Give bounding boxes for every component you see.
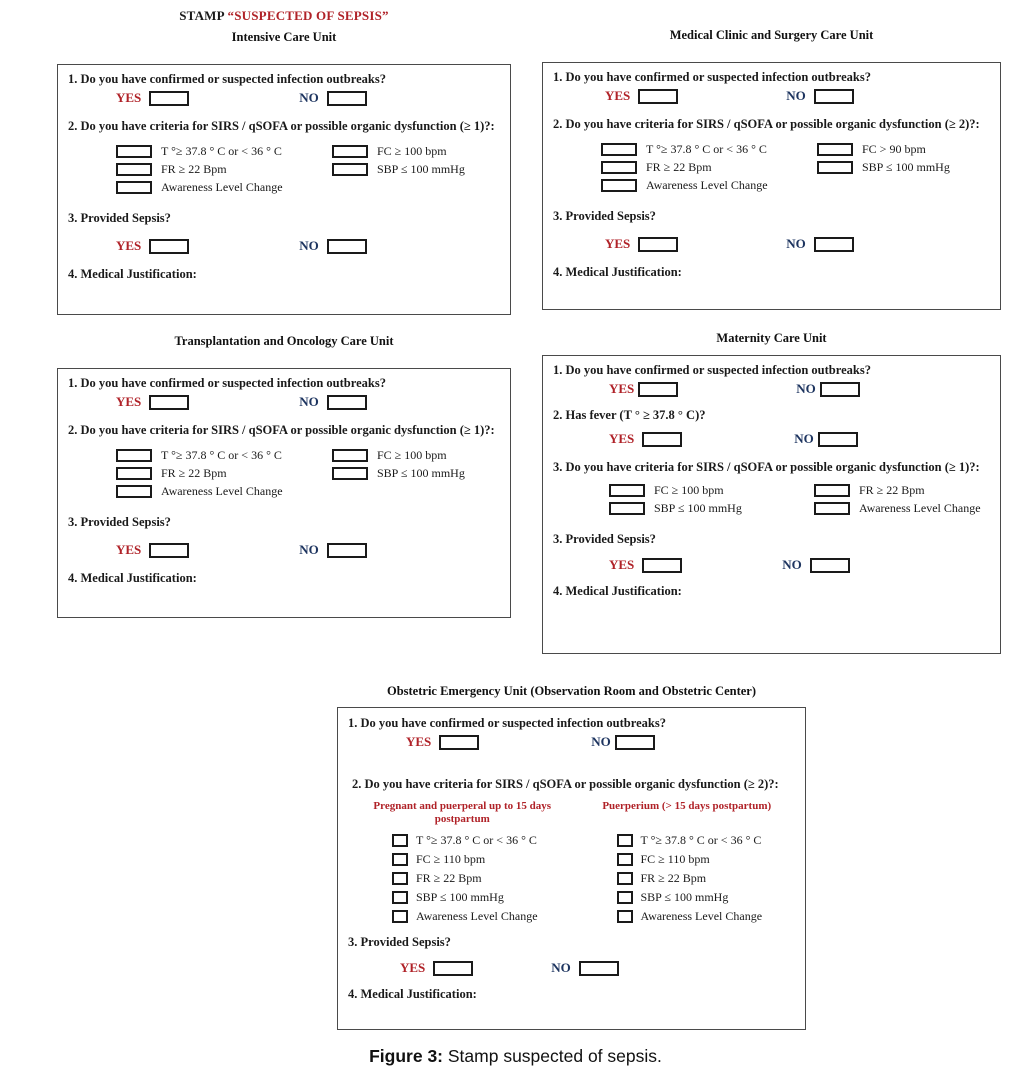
heart-rate-checkbox[interactable] (817, 143, 853, 156)
no-checkbox[interactable] (327, 239, 367, 254)
awareness-checkbox[interactable] (116, 181, 152, 194)
stamp-title: “SUSPECTED OF SEPSIS” (227, 8, 389, 23)
sbp-label: SBP ≤ 100 mmHg (377, 466, 465, 480)
yes-checkbox[interactable] (149, 543, 189, 558)
yes-label: YES (605, 88, 631, 103)
figure-caption-label: Figure 3: (369, 1046, 444, 1066)
q1-yes-no-row (68, 90, 500, 106)
question-1: 1. Do you have confirmed or suspected infection outbreaks? (68, 376, 386, 390)
criteria-grid (553, 483, 990, 519)
yes-checkbox[interactable] (439, 735, 479, 750)
temperature-checkbox[interactable] (617, 834, 633, 847)
respiratory-rate-checkbox[interactable] (617, 872, 633, 885)
yes-checkbox[interactable] (642, 558, 682, 573)
question-2: 2. Do you have criteria for SIRS / qSOFA or possible organic dysfunction (≥ 1)?: (68, 119, 495, 133)
no-checkbox[interactable] (820, 382, 860, 397)
awareness-label: Awareness Level Change (161, 484, 283, 498)
awareness-label: Awareness Level Change (859, 501, 981, 515)
sbp-checkbox[interactable] (392, 891, 408, 904)
no-checkbox[interactable] (814, 237, 854, 252)
temperature-checkbox[interactable] (392, 834, 408, 847)
criteria-grid (68, 144, 500, 198)
temperature-label: T °≥ 37.8 ° C or < 36 ° C (416, 833, 537, 848)
heart-rate-checkbox[interactable] (609, 484, 645, 497)
heart-rate-checkbox[interactable] (617, 853, 633, 866)
heart-rate-checkbox[interactable] (332, 449, 368, 462)
question-4: 4. Medical Justification: (553, 265, 682, 279)
sbp-label: SBP ≤ 100 mmHg (862, 160, 950, 174)
title-obstetric-emergency: Obstetric Emergency Unit (Observation Room and Obstetric Center) (386, 684, 757, 698)
question-2: 2. Do you have criteria for SIRS / qSOFA or possible organic dysfunction (≥ 1)?: (68, 423, 495, 437)
panel-medical-clinic (542, 62, 1001, 310)
no-checkbox[interactable] (615, 735, 655, 750)
heart-rate-checkbox[interactable] (392, 853, 408, 866)
question-4: 4. Medical Justification: (68, 571, 197, 585)
question-4: 4. Medical Justification: (348, 987, 477, 1002)
question-1: 1. Do you have confirmed or suspected infection outbreaks? (68, 72, 386, 86)
q3-yes-no-row (68, 542, 500, 558)
title-transplantation: Transplantation and Oncology Care Unit (174, 334, 394, 348)
question-2: 2. Do you have criteria for SIRS / qSOFA or possible organic dysfunction (≥ 2)?: (352, 777, 779, 791)
q2-yes-no-row (553, 431, 990, 447)
no-checkbox[interactable] (327, 395, 367, 410)
yes-label: YES (116, 394, 142, 409)
respiratory-rate-checkbox[interactable] (116, 467, 152, 480)
no-label: NO (786, 236, 806, 251)
temperature-checkbox[interactable] (116, 145, 152, 158)
yes-label: YES (116, 238, 142, 253)
respiratory-rate-label: FR ≥ 22 Bpm (859, 483, 925, 497)
respiratory-rate-checkbox[interactable] (116, 163, 152, 176)
stamp-heading (57, 8, 511, 24)
heart-rate-label: FC > 90 bpm (862, 142, 926, 156)
yes-checkbox[interactable] (149, 395, 189, 410)
yes-label: YES (609, 381, 635, 396)
temperature-checkbox[interactable] (601, 143, 637, 156)
question-1: 1. Do you have confirmed or suspected infection outbreaks? (553, 70, 871, 84)
question-3: 3. Provided Sepsis? (68, 515, 171, 529)
q3-yes-no-row (348, 960, 795, 976)
panel-maternity (542, 355, 1001, 654)
figure-caption-text: Stamp suspected of sepsis. (443, 1046, 662, 1066)
heart-rate-label: FC ≥ 100 bpm (654, 483, 724, 497)
awareness-checkbox[interactable] (601, 179, 637, 192)
yes-checkbox[interactable] (638, 382, 678, 397)
column-left-heading: Pregnant and puerperal up to 15 days postpartum (373, 800, 552, 826)
no-label: NO (591, 734, 611, 749)
title-intensive-care: Intensive Care Unit (231, 30, 337, 44)
yes-label: YES (609, 557, 635, 572)
yes-label: YES (400, 960, 426, 976)
no-checkbox[interactable] (579, 961, 619, 976)
respiratory-rate-label: FR ≥ 22 Bpm (646, 160, 712, 174)
no-label: NO (782, 557, 802, 572)
sbp-label: SBP ≤ 100 mmHg (640, 890, 729, 905)
respiratory-rate-label: FR ≥ 22 Bpm (161, 466, 227, 480)
question-1: 1. Do you have confirmed or suspected infection outbreaks? (348, 716, 666, 730)
column-puerperium (579, 800, 796, 928)
q3-yes-no-row (553, 557, 990, 573)
yes-checkbox[interactable] (433, 961, 473, 976)
question-1: 1. Do you have confirmed or suspected infection outbreaks? (553, 363, 871, 377)
column-right-heading: Puerperium (> 15 days postpartum) (602, 800, 772, 812)
yes-checkbox[interactable] (149, 239, 189, 254)
sbp-label: SBP ≤ 100 mmHg (416, 890, 504, 905)
title-medical-clinic: Medical Clinic and Surgery Care Unit (669, 28, 874, 42)
sbp-checkbox[interactable] (332, 467, 368, 480)
sbp-checkbox[interactable] (817, 161, 853, 174)
no-label: NO (299, 90, 319, 105)
awareness-label: Awareness Level Change (646, 178, 768, 192)
respiratory-rate-checkbox[interactable] (814, 484, 850, 497)
awareness-checkbox[interactable] (814, 502, 850, 515)
yes-label: YES (609, 431, 635, 446)
heart-rate-label: FC ≥ 110 bpm (640, 852, 710, 867)
question-4: 4. Medical Justification: (553, 584, 682, 598)
heart-rate-label: FC ≥ 110 bpm (416, 852, 486, 867)
no-checkbox[interactable] (818, 432, 858, 447)
panel-obstetric-emergency (337, 707, 806, 1030)
question-2: 2. Do you have criteria for SIRS / qSOFA or possible organic dysfunction (≥ 2)?: (553, 117, 980, 131)
yes-checkbox[interactable] (638, 237, 678, 252)
no-label: NO (796, 381, 816, 396)
heart-rate-label: FC ≥ 100 bpm (377, 448, 447, 462)
q1-yes-no-row (553, 381, 990, 397)
yes-label: YES (116, 542, 142, 557)
awareness-checkbox[interactable] (116, 485, 152, 498)
panel-intensive-care (57, 64, 511, 315)
yes-label: YES (406, 734, 432, 749)
temperature-checkbox[interactable] (116, 449, 152, 462)
question-3-provided: 3. Provided Sepsis? (553, 532, 656, 546)
yes-label: YES (116, 90, 142, 105)
yes-checkbox[interactable] (149, 91, 189, 106)
respiratory-rate-checkbox[interactable] (392, 872, 408, 885)
sbp-checkbox[interactable] (617, 891, 633, 904)
yes-checkbox[interactable] (642, 432, 682, 447)
respiratory-rate-checkbox[interactable] (601, 161, 637, 174)
sbp-checkbox[interactable] (609, 502, 645, 515)
q1-yes-no-row (68, 394, 500, 410)
no-label: NO (794, 431, 814, 446)
sbp-label: SBP ≤ 100 mmHg (377, 162, 465, 176)
no-checkbox[interactable] (327, 91, 367, 106)
temperature-label: T °≥ 37.8 ° C or < 36 ° C (646, 142, 767, 156)
temperature-label: T °≥ 37.8 ° C or < 36 ° C (161, 144, 282, 158)
heart-rate-label: FC ≥ 100 bpm (377, 144, 447, 158)
question-3: 3. Provided Sepsis? (553, 209, 656, 223)
criteria-grid (68, 448, 500, 502)
no-label: NO (299, 394, 319, 409)
figure-caption (0, 1046, 1031, 1067)
column-pregnant-puerperal (354, 800, 571, 928)
q3-yes-no-row (553, 236, 990, 252)
temperature-label: T °≥ 37.8 ° C or < 36 ° C (161, 448, 282, 462)
no-label: NO (299, 238, 319, 253)
yes-checkbox[interactable] (638, 89, 678, 104)
temperature-label: T °≥ 37.8 ° C or < 36 ° C (640, 833, 762, 848)
no-label: NO (786, 88, 806, 103)
heart-rate-checkbox[interactable] (332, 145, 368, 158)
question-2-fever: 2. Has fever (T ° ≥ 37.8 ° C)? (553, 408, 706, 422)
sbp-checkbox[interactable] (332, 163, 368, 176)
question-3-criteria: 3. Do you have criteria for SIRS / qSOFA or possible organic dysfunction (≥ 1)?: (553, 460, 980, 474)
awareness-label: Awareness Level Change (640, 909, 763, 924)
sbp-label: SBP ≤ 100 mmHg (654, 501, 742, 515)
yes-label: YES (605, 236, 631, 251)
respiratory-rate-label: FR ≥ 22 Bpm (161, 162, 227, 176)
question-3: 3. Provided Sepsis? (348, 935, 451, 950)
criteria-grid (553, 142, 990, 196)
stamp-prefix: STAMP (179, 8, 228, 23)
awareness-checkbox[interactable] (617, 910, 633, 923)
awareness-checkbox[interactable] (392, 910, 408, 923)
respiratory-rate-label: FR ≥ 22 Bpm (640, 871, 707, 886)
no-label: NO (551, 960, 571, 976)
q1-yes-no-row (553, 88, 990, 104)
q3-yes-no-row (68, 238, 500, 254)
q1-yes-no-row (348, 734, 795, 750)
no-label: NO (299, 542, 319, 557)
panel-transplantation (57, 368, 511, 618)
awareness-label: Awareness Level Change (161, 180, 283, 194)
question-4: 4. Medical Justification: (68, 267, 197, 281)
no-checkbox[interactable] (814, 89, 854, 104)
no-checkbox[interactable] (810, 558, 850, 573)
title-maternity: Maternity Care Unit (716, 331, 827, 345)
no-checkbox[interactable] (327, 543, 367, 558)
awareness-label: Awareness Level Change (416, 909, 538, 924)
criteria-columns (354, 800, 795, 928)
question-3: 3. Provided Sepsis? (68, 211, 171, 225)
respiratory-rate-label: FR ≥ 22 Bpm (416, 871, 482, 886)
